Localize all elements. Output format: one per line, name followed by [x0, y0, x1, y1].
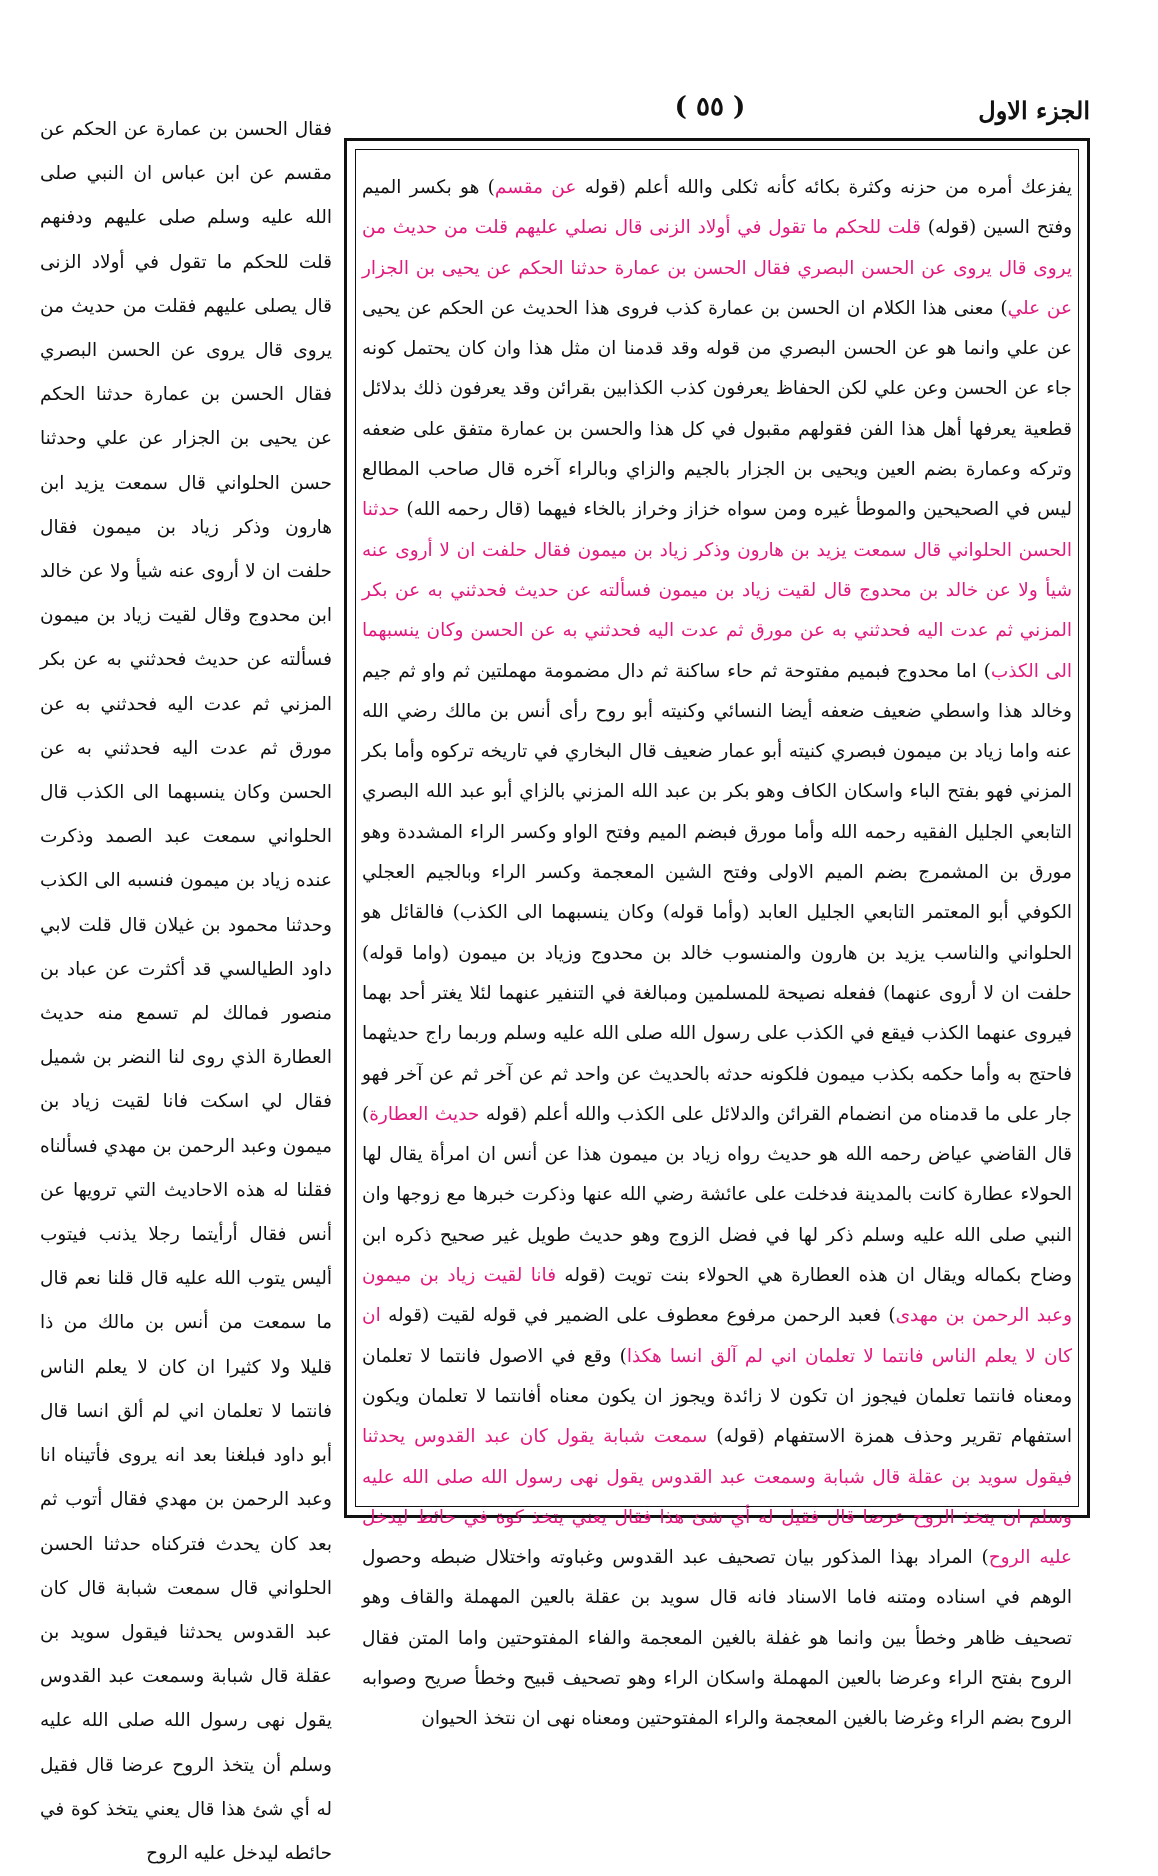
quoted-hadith-segment: فانا لقيت زياد بن ميمون وعبد الرحمن بن مهدى — [362, 1265, 1072, 1327]
quoted-hadith-segment: سمعت شبابة يقول كان عبد القدوس يحدثنا فيقول سويد بن عقلة قال شبابة وسمعت عبد القدوس يقول نهى رسول الله صلى الله عليه وسلم ان يتخذ الروح عرضا قال فقيل له أي شئ هذا فقال يعني يتخذ كوة في حائط ليدخل عليه الروح — [362, 1426, 1073, 1569]
commentary-segment: يفزعك أمره من حزنه وكثرة بكائه كأنه ثكلى والله أعلم (قوله — [576, 177, 1072, 198]
page-heading: الجزء الاول — [978, 96, 1090, 125]
commentary-segment: ) اما محدوج فبميم مفتوحة ثم حاء ساكنة ثم دال مضمومة مهملتين ثم واو ثم جيم وخالد هذا واسطي ضعيف ضعفه أيضا النسائي وكنيته أبو روح رأى أنس بن مالك رضي الله عنه واما زياد بن ميمون فبصري كنيته أبو عمار ضعيف قال البخاري في تاريخه تركوه وأما بكر المزني فهو بفتح الباء واسكان الكاف وهو بكر بن عبد الله المزني بالزاي أبو عبد الله البصري التابعي الجليل الفقيه رحمه الله وأما مورق فبضم الميم وفتح الواو وكسر الراء المشددة وهو مورق بن المشمرج بضم الميم الاولى وفتح الشين المعجمة وكسر الراء وبالجيم العجلي الكوفي أبو المعتمر التابعي الجليل العابد (وأما قوله) وكان ينسبهما الى الكذب) فالقائل هو الحلواني والناسب يزيد بن هارون والمنسوب خالد بن محدوج وزياد بن ميمون (واما قوله) حلفت ان لا أروى عنهما) ففعله نصيحة للمسلمين ومبالغة في التنفير عنهما لئلا يغتر أحد بهما فيروى عنهما الكذب فيقع في الكذب على رسول الله صلى الله عليه وسلم وربما راج حديثهما فاحتج به وأما حكمه بكذب ميمون فلكونه حدثه بالحديث عن واحد ثم عن آخر ثم عن آخر فهو جار على ما قدمناه من انضمام القرائن والدلائل على الكذب والله أعلم (قوله — [362, 660, 1072, 1125]
quoted-hadith-segment: عن مقسم — [494, 177, 577, 198]
commentary-segment: ) هو بكسر الميم وفتح السين (قوله) — [362, 177, 1073, 239]
quoted-hadith-segment: ان كان لا يعلم الناس فانتما لا تعلمان اني لم آلق انسا هكذا — [362, 1305, 1072, 1367]
quoted-hadith-segment: حديث العطارة — [369, 1103, 480, 1125]
commentary-segment: ) فعبد الرحمن مرفوع معطوف على الضمير في قوله لقيت (قوله — [380, 1305, 896, 1327]
commentary-segment: ) المراد بهذا المذكور بيان تصحيف عبد القدوس وغباوته واختلال ضبطه وحصول الوهم في اسناده ومتنه فاما الاسناد فانه قال سويد بن عقلة بالعين المهملة والقاف وهو تصحيف ظاهر وخطأ بين وانما هو غفلة بالغين المعجمة والفاء المفتوحتين واما المتن فقال الروح بفتح الراء وعرضا بالعين المهملة واسكان الراء وهو تصحيف قبيح وخطأ صريح وصوابه الروح بضم الراء وغرضا بالغين المعجمة والراء المفتوحتين ومعناه نهى ان نتخذ الحيوان — [362, 1547, 1072, 1730]
quoted-hadith-segment: حدثنا الحسن الحلواني قال سمعت يزيد بن هارون وذكر زياد بن ميمون فقال حلفت ان لا أروى عنه شيأ ولا عن خالد بن محدوج قال لقيت زياد بن ميمون فسألته عن حديث فحدثني به عن بكر المزني ثم عدت اليه فحدثني به عن مورق ثم عدت اليه فحدثني به عن الحسن وكان ينسبهما الى الكذب — [362, 499, 1072, 682]
page-header — [330, 92, 1090, 132]
commentary-text — [350, 168, 1084, 1730]
commentary-segment: ) قال القاضي عياض رحمه الله هو حديث رواه زياد بن ميمون هذا عن أنس ان امرأة يقال لها الحولاء عطارة كانت بالمدينة فدخلت على عائشة رضي الله عنها وذكرت خبرها مع زوجها وان النبي صلى الله عليه وسلم ذكر لها في فضل الزوج وهو حديث طويل غير صحيح ذكره ابن وضاح بكماله ويقال ان هذه العطارة هي الحولاء بنت تويت (قوله — [362, 1103, 1072, 1287]
page-number: ( ٥٥ ) — [674, 92, 746, 122]
commentary-segment: ) وقع في الاصول فانتما لا تعلمان ومعناه فانتما تعلمان فيجوز ان تكون لا زائدة ويجوز ان يكون معناه أفانتما لا تعلمان ويكون استفهام تقرير وحذف همزة الاستفهام (قوله) — [362, 1345, 1073, 1448]
matn-margin-column: فقال الحسن بن عمارة عن الحكم عن مقسم عن ابن عباس ان النبي صلى الله عليه وسلم صلى عليهم ودفنهم قلت للحكم ما تقول في أولاد الزنى قال يصلى عليهم فقلت من حديث من يروى قال يروى عن الحسن البصري فقال الحسن بن عمارة حدثنا الحكم عن يحيى بن الجزار عن علي وحدثنا حسن الحلواني قال سمعت يزيد ابن هارون وذكر زياد بن ميمون فقال حلفت ان لا أروى عنه شيأ ولا عن خالد ابن محدوج وقال لقيت زياد بن ميمون فسألته عن حديث فحدثني به عن بكر المزني ثم عدت اليه فحدثني به عن مورق ثم عدت اليه فحدثني به عن الحسن وكان ينسبهما الى الكذب قال الحلواني سمعت عبد الصمد وذكرت عنده زياد بن ميمون فنسبه الى الكذب وحدثنا محمود بن غيلان قال قلت لابي داود الطيالسي قد أكثرت عن عباد بن منصور فمالك لم تسمع منه حديث العطارة الذي روى لنا النضر بن شميل فقال لي اسكت فانا لقيت زياد بن ميمون وعبد الرحمن بن مهدي فسألناه فقلنا له هذه الاحاديث التي ترويها عن أنس فقال أرأيتما رجلا يذنب فيتوب أليس يتوب الله عليه قال قلنا نعم قال ما سمعت من أنس بن مالك من ذا قليلا ولا كثيرا ان كان لا يعلم الناس فانتما لا تعلمان اني لم ألق انسا قال أبو داود فبلغنا بعد انه يروى فأتيناه انا وعبد الرحمن بن مهدي فقال أتوب ثم بعد كان يحدث فتركناه حدثنا الحسن الحلواني قال سمعت شبابة قال كان عبد القدوس يحدثنا فيقول سويد بن عقلة قال شبابة وسمعت عبد القدوس يقول نهى رسول الله صلى الله عليه وسلم أن يتخذ الروح عرضا قال فقيل له أي شئ هذا قال يعني يتخذ كوة في حائطه ليدخل عليه الروح — [40, 119, 332, 1864]
commentary-segment: ) معنى هذا الكلام ان الحسن بن عمارة كذب فروى هذا الحديث عن الحكم عن يحيى عن علي وانما هو عن الحسن البصري من قوله وقد قدمنا ان مثل هذا وان كان يحتمل كونه جاء عن الحسن وعن علي لكن الحفاظ يعرفون كذب الكذابين بقرائن وقد يعرفون ذلك بدلائل قطعية يعرفها أهل هذا الفن فقولهم مقبول في كل هذا والحسن بن عمارة متفق على ضعفه وتركه وعمارة بضم العين ويحيى بن الجزار بالجيم والزاي وبالراء آخره قال صاحب المطالع ليس في الصحيحين والموطأ غيره ومن سواه خزاز وخراز بالخاء فيهما (قال رحمه الله) — [362, 297, 1072, 521]
quoted-hadith-segment: قلت للحكم ما تقول في أولاد الزنى قال نصلي عليهم قلت من حديث من يروى قال يروى عن الحسن البصري فقال الحسن بن عمارة حدثنا الحكم عن يحيى بن الجزار عن علي — [362, 217, 1072, 319]
